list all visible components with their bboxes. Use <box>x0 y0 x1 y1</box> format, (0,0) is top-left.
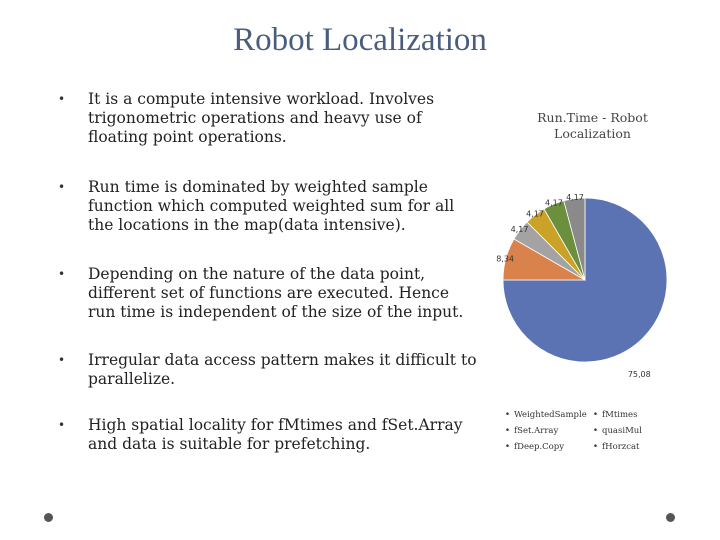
bullet-text: It is a compute intensive workload. Involves trigonometric operations and heavy use of floating point operations. <box>88 90 435 146</box>
bullet-marker: • <box>58 418 66 432</box>
legend-label: quasiMul <box>602 426 642 436</box>
legend-item <box>593 410 637 420</box>
bullet-text: Irregular data access pattern makes it difficult to parallelize. <box>88 351 477 388</box>
data-label: 4,17 <box>510 225 529 235</box>
legend-marker: • <box>593 410 599 420</box>
legend-item <box>505 442 564 452</box>
data-label: 4,17 <box>566 193 584 203</box>
bullet-marker: • <box>58 180 66 194</box>
bullet-text: High spatial locality for fMtimes and fSet.Array and data is suitable for prefetching. <box>88 416 463 453</box>
legend-marker: • <box>505 442 511 452</box>
bullet-marker: • <box>58 92 66 106</box>
bullet-text: Run time is dominated by weighted sample function which computed weighted sum for all the locations in the map(data intensive). <box>88 178 455 234</box>
pie-chart <box>490 180 690 379</box>
data-label: 4,17 <box>526 209 544 219</box>
bullet-marker: • <box>58 353 66 367</box>
corner-dot-right <box>666 513 675 522</box>
data-label: 75,08 <box>627 369 651 379</box>
data-label: 4,17 <box>544 198 563 208</box>
legend-item <box>593 442 639 452</box>
legend-label: WeightedSample <box>514 410 587 420</box>
legend-label: fMtimes <box>602 410 638 420</box>
legend-marker: • <box>593 442 599 452</box>
legend-item <box>505 410 587 420</box>
legend-marker: • <box>593 426 599 436</box>
bullet-text: Depending on the nature of the data point, different set of functions are executed. Hence run time is independent of the size of the input. <box>88 265 464 321</box>
chart-title: Run.Time - Robot Localization <box>537 110 648 141</box>
slide-title: Robot Localization <box>233 22 487 58</box>
corner-dot-left <box>44 513 53 522</box>
legend-marker: • <box>505 426 511 436</box>
data-label: 8,34 <box>496 254 515 264</box>
legend-label: fHorzcat <box>602 442 640 452</box>
legend-marker: • <box>505 410 511 420</box>
legend-label: fDeep.Copy <box>514 442 565 452</box>
bullet-marker: • <box>58 267 66 281</box>
legend-label: fSet.Array <box>514 426 559 436</box>
legend-item <box>505 426 558 436</box>
legend-item <box>593 426 642 436</box>
